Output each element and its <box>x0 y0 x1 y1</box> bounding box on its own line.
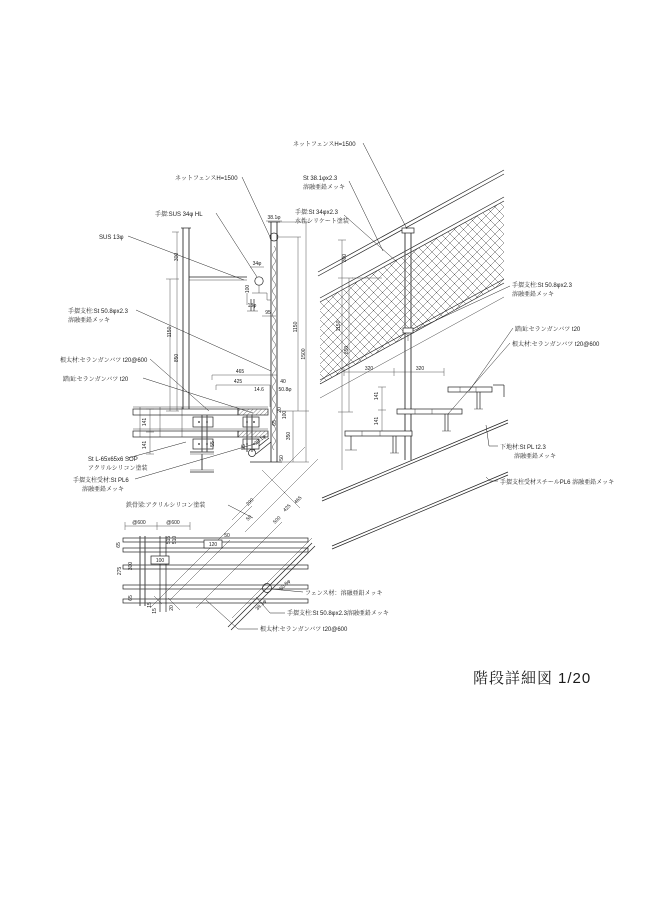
dim-label: 1150 <box>336 320 342 332</box>
dim-label: @600 <box>166 520 180 526</box>
dim-label: 1150 <box>293 321 299 333</box>
annotation-handrail: 手摺:SUS 34φ HL <box>155 212 203 218</box>
dim-label: 65 <box>272 420 278 426</box>
annotation-receiver: 手摺支柱受材:St PL6 <box>73 478 129 484</box>
fence-wire <box>273 246 276 450</box>
dim-label: 38.1φ <box>267 215 281 221</box>
annotation-post-plan: 手摺支柱:St 50.8φx2.3溶融亜鉛メッキ <box>287 611 389 617</box>
plan-detail <box>116 447 389 633</box>
dim-label: 290 <box>245 497 256 508</box>
dim-label: 320 <box>415 366 425 372</box>
dim-label: 465 <box>235 369 245 375</box>
drawing-title <box>473 669 591 687</box>
annotation-post: 手摺支柱:St 50.8φx2.3 <box>68 309 128 315</box>
dim-label: 850 <box>344 345 350 355</box>
dim-label: 141 <box>142 417 148 427</box>
dim-label: 38.1φ <box>254 598 269 613</box>
drawing-title-text: 階段詳細図 <box>473 670 554 687</box>
annotation-net-fence: ネットフェンスH=1500 <box>175 176 238 182</box>
dim-label: 100 <box>155 558 165 564</box>
dim-label: 15 <box>152 608 158 614</box>
dim-label: 50.8φ <box>278 578 293 593</box>
annotation-post-2: 溶融亜鉛メッキ <box>68 318 111 324</box>
dim-label: 15 <box>147 602 153 608</box>
annotation-post-r: 手摺支柱:St 50.8φx2.3 <box>512 283 572 289</box>
tread-assembly <box>133 407 268 452</box>
annotation-joist-plan: 根太材:セランガンバツ t20@600 <box>260 627 348 633</box>
dim-label: 13φ <box>247 303 257 309</box>
dim-label: 100 <box>245 284 251 294</box>
dim-label: 425 <box>233 379 243 385</box>
dim-label: 95 <box>265 310 271 316</box>
annotation-fence-material: フェンス材：溶融亜鉛メッキ <box>305 591 383 597</box>
dim-label: 300 <box>128 561 134 571</box>
dim-label: 350 <box>286 431 292 441</box>
stringers <box>322 420 508 549</box>
dim-label: 510 <box>172 535 178 545</box>
dim-label: 55 <box>210 441 216 447</box>
drawing-scale: 1/20 <box>558 670 592 687</box>
dim-label: 141 <box>374 416 380 426</box>
right-treads <box>345 385 504 453</box>
dim-label: 120 <box>208 542 218 548</box>
dim-label: 20 <box>169 605 175 611</box>
dim-label: 300 <box>342 253 348 263</box>
dim-label: 515 <box>166 535 172 545</box>
annotation-handrail-r: 手摺:St 34φx2.3 <box>295 210 338 216</box>
dim-label: 141 <box>374 391 380 401</box>
dim-label: 65 <box>128 595 134 601</box>
annotation-base: 下地材:St PL t2.3 <box>500 445 546 451</box>
dim-label: 50 <box>224 533 230 539</box>
dim-label: 275 <box>117 566 123 576</box>
dim-label: 465 <box>293 495 304 506</box>
annotation-joist-r: 根太材:セランガンバツ t20@600 <box>512 342 600 348</box>
annotation-post-r2: 溶融亜鉛メッキ <box>512 292 555 298</box>
dim-label: 14.6 <box>254 387 264 393</box>
left-dimension-lines <box>146 221 309 462</box>
annotation-frame: St 38.1φx2.3 <box>303 176 338 182</box>
dim-label: 1500 <box>301 348 307 360</box>
left-section-detail <box>60 174 309 493</box>
annotation-angle: St L-65x65x6 SOP <box>88 457 138 463</box>
annotation-receiver-r: 手摺支柱受材スチールPL6 溶融亜鉛メッキ <box>500 480 615 486</box>
annotation-frame-2: 溶融亜鉛メッキ <box>303 185 346 191</box>
annotation-base-2: 溶融亜鉛メッキ <box>514 454 557 460</box>
dim-label: 500 <box>272 515 283 526</box>
left-handrail-post <box>181 228 191 411</box>
annotation-beam: 鉄骨梁:アクリルシリコン塗装 <box>126 503 206 509</box>
annotation-tread-r: 踏面:セランガンバツ t20 <box>515 327 581 333</box>
dim-label: 55 <box>241 444 247 450</box>
dim-label: 1150 <box>167 326 173 338</box>
dim-label: 141 <box>142 440 148 450</box>
right-section-detail <box>293 140 614 549</box>
dim-label: 100 <box>282 410 288 420</box>
dim-label: 65 <box>116 542 122 548</box>
annotation-joist: 根太材:セランガンバツ t20@600 <box>60 358 148 364</box>
dim-label: 300 <box>174 252 180 262</box>
dim-label: 34φ <box>252 261 262 267</box>
dim-label: 50 <box>279 455 285 461</box>
annotation-angle-2: アクリルシリコン塗装 <box>88 466 148 472</box>
dim-label: 425 <box>282 503 293 514</box>
annotation-net-fence-r: ネットフェンスH=1500 <box>293 142 356 148</box>
annotation-handrail-r2: 水性シリケート塗装 <box>295 219 349 225</box>
dim-label: 38.1φ <box>253 433 268 447</box>
dim-label: 50.8φ <box>278 387 292 393</box>
dim-label: 850 <box>174 353 180 363</box>
annotation-receiver-2: 溶融亜鉛メッキ <box>82 487 125 493</box>
dim-label: @600 <box>132 520 146 526</box>
annotation-tread: 踏面:セランガンバツ t20 <box>63 377 129 383</box>
dim-label: 50 <box>245 514 254 523</box>
dim-label: 320 <box>364 366 374 372</box>
dim-label: 20 <box>277 407 283 413</box>
annotation-sus13: SUS 13φ <box>99 235 124 241</box>
dim-label: 40 <box>280 379 286 385</box>
